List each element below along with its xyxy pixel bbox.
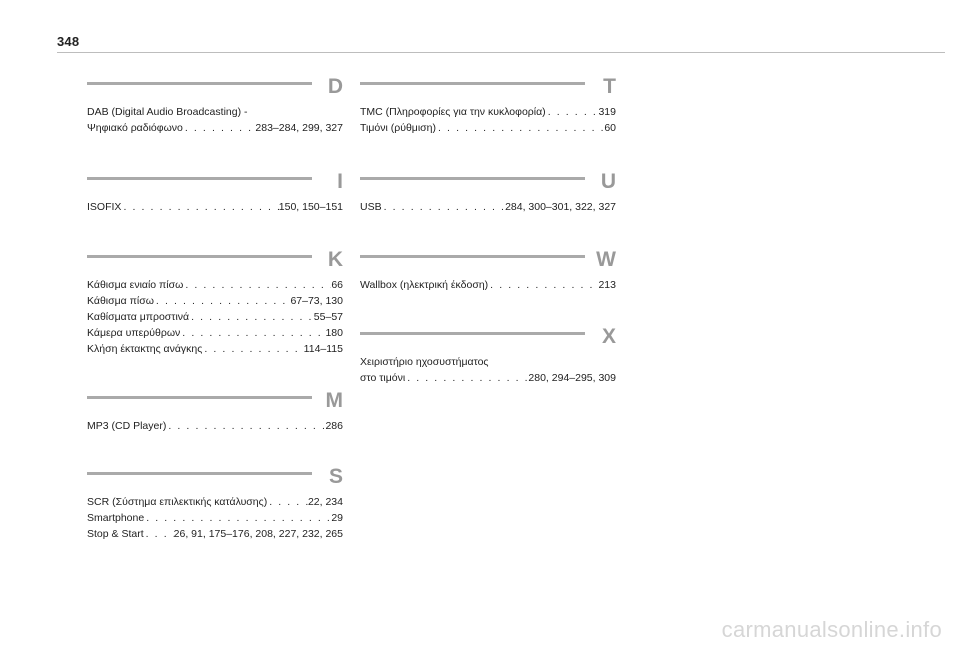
index-entry xyxy=(87,199,343,215)
index-entry-term: DAB (Digital Audio Broadcasting) - xyxy=(87,106,248,118)
index-entry xyxy=(87,120,343,136)
index-entry-pages: 29 xyxy=(331,512,343,524)
section-divider xyxy=(87,255,312,258)
index-entry-term: Wallbox (ηλεκτρική έκδοση) xyxy=(360,279,489,291)
index-section-u xyxy=(360,171,616,215)
index-entry-term: στο τιμόνι xyxy=(360,372,406,384)
section-divider xyxy=(360,177,585,180)
dot-leader xyxy=(546,104,599,120)
section-letter: S xyxy=(328,465,343,488)
dot-leader xyxy=(405,370,528,386)
index-entry xyxy=(87,325,343,341)
dot-leader xyxy=(488,277,598,293)
index-entry-term: Stop & Start xyxy=(87,528,144,540)
index-entry-term: Κλήση έκτακτης ανάγκης xyxy=(87,343,203,355)
index-entry-pages: 114–115 xyxy=(303,343,343,355)
dot-leader xyxy=(144,510,331,526)
index-entry-term: Τιμόνι (ρύθμιση) xyxy=(360,122,436,134)
index-entry xyxy=(87,510,343,526)
dot-leader xyxy=(436,120,604,136)
section-letter: M xyxy=(325,389,343,412)
index-section-s xyxy=(87,466,343,542)
index-entry xyxy=(360,120,616,136)
index-entry-term: Καθίσματα μπροστινά xyxy=(87,311,190,323)
dot-leader xyxy=(267,494,308,510)
index-entry xyxy=(87,418,343,434)
section-letter: K xyxy=(327,248,343,271)
dot-leader xyxy=(382,199,505,215)
section-divider xyxy=(360,255,585,258)
index-entry xyxy=(87,341,343,357)
index-entry-pages: 213 xyxy=(598,279,616,291)
index-section-x xyxy=(360,326,616,386)
index-entry-term: TMC (Πληροφορίες για την κυκλοφορία) xyxy=(360,106,546,118)
dot-leader xyxy=(144,526,174,542)
header-divider xyxy=(57,52,945,53)
section-letter: T xyxy=(603,75,616,98)
watermark: carmanualsonline.info xyxy=(721,617,942,642)
index-entry-pages: 150, 150–151 xyxy=(278,201,343,213)
index-entry xyxy=(87,494,343,510)
index-entry-term: SCR (Σύστημα επιλεκτικής κατάλυσης) xyxy=(87,496,268,508)
index-entry-pages: 22, 234 xyxy=(307,496,343,508)
index-entry-term: Smartphone xyxy=(87,512,145,524)
index-entry-pages: 66 xyxy=(331,279,343,291)
index-entry xyxy=(360,370,616,386)
dot-leader xyxy=(180,325,325,341)
index-entry-pages: 284, 300–301, 322, 327 xyxy=(505,201,616,213)
index-section-t xyxy=(360,76,616,136)
index-entry xyxy=(87,277,343,293)
section-divider xyxy=(360,82,585,85)
index-entry xyxy=(87,309,343,325)
dot-leader xyxy=(183,120,256,136)
index-section-d xyxy=(87,76,343,136)
index-entry-term: Ψηφιακό ραδιόφωνο xyxy=(87,122,183,134)
dot-leader xyxy=(154,293,291,309)
index-entry-pages: 55–57 xyxy=(313,311,343,323)
index-section-k xyxy=(87,249,343,357)
index-entry-term: ISOFIX xyxy=(87,201,122,213)
section-divider xyxy=(87,82,312,85)
index-section-m xyxy=(87,390,343,434)
index-entry-pages: 280, 294–295, 309 xyxy=(528,372,616,384)
index-entry-pages: 286 xyxy=(325,420,343,432)
index-entry-pages: 60 xyxy=(604,122,616,134)
section-letter: I xyxy=(337,170,343,193)
index-section-w xyxy=(360,249,616,293)
index-entry xyxy=(360,199,616,215)
section-letter: D xyxy=(327,75,343,98)
page-number: 348 xyxy=(57,34,80,49)
section-divider xyxy=(87,472,312,475)
index-entry-term: USB xyxy=(360,201,382,213)
dot-leader xyxy=(183,277,331,293)
index-entry-pages: 180 xyxy=(325,327,343,339)
dot-leader xyxy=(166,418,325,434)
index-entry-term: Κάθισμα πίσω xyxy=(87,295,154,307)
section-letter: X xyxy=(601,325,616,348)
index-entry-pages: 283–284, 299, 327 xyxy=(255,122,343,134)
section-divider xyxy=(87,177,312,180)
index-entry xyxy=(360,277,616,293)
index-entry xyxy=(87,293,343,309)
index-entry-pages: 26, 91, 175–176, 208, 227, 232, 265 xyxy=(173,528,343,540)
index-entry-pages: 67–73, 130 xyxy=(290,295,343,307)
index-entry xyxy=(87,526,343,542)
index-entry-term: Κάμερα υπερύθρων xyxy=(87,327,181,339)
section-letter: U xyxy=(600,170,616,193)
index-entry-term: Κάθισμα ενιαίο πίσω xyxy=(87,279,184,291)
index-entry-term: MP3 (CD Player) xyxy=(87,420,167,432)
dot-leader xyxy=(202,341,303,357)
index-section-i xyxy=(87,171,343,215)
section-letter: W xyxy=(596,248,616,271)
dot-leader xyxy=(121,199,278,215)
index-entry-term: Χειριστήριο ηχοσυστήματος xyxy=(360,356,489,368)
dot-leader xyxy=(189,309,314,325)
section-divider xyxy=(87,396,312,399)
index-entry-pages: 319 xyxy=(598,106,616,118)
index-entry xyxy=(360,104,616,120)
section-divider xyxy=(360,332,585,335)
